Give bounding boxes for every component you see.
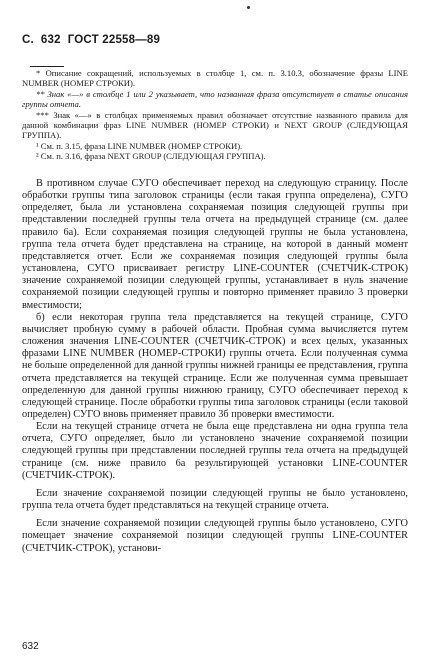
footnote-1: * Описание сокращений, используемых в столбце 1, см. п. 3.10.3, обозначение фразы LINE NUMBER (НОМЕР СТРОКИ). — [22, 68, 408, 89]
page-prefix: С. — [22, 34, 34, 46]
footer-page-number: 632 — [22, 641, 39, 652]
paragraph-3: Если на текущей странице отчета не была еще представлена ни одна группа тела отчета, СУГО определяет, было ли установлено значение сохраняемой позиции следующей группы при представлении последней группы тела отчета на предыдущей странице (см. ниже правило 6а результирующей установки LINE-COUNTER (СЧЕТЧИК-СТРОК). — [22, 421, 408, 481]
body-text — [22, 178, 408, 555]
paragraph-4: Если значение сохраняемой позиции следующей группы не было установлено, группа тела отчета будет представляться на текущей странице отчета. — [22, 487, 408, 512]
header-page-number: 632 — [40, 34, 61, 46]
footnote-2: ** Знак «—» в столбце 1 или 2 указывает, что названная фраза отсутствует в статье описания группы отчета. — [22, 88, 408, 110]
scan-speck — [247, 6, 250, 9]
page-header — [22, 34, 167, 46]
footnote-3: *** Знак «—» в столбцах применяемых правил обозначает отсутствие названного правила для данной комбинации фраз LINE NUMBER (НОМЕР СТРОКИ) и NEXT GROUP (СЛЕДУЮЩАЯ ГРУППА). — [22, 109, 408, 141]
footnote-5: ² См. п. 3.16, фраза NEXT GROUP (СЛЕДУЮЩАЯ ГРУППА). — [36, 151, 266, 162]
footnote-4: ¹ См. п. 3.15, фраза LINE NUMBER (НОМЕР СТРОКИ). — [36, 140, 243, 151]
paragraph-2: б) если некоторая группа тела представляется на текущей странице, СУГО вычисляет пробную сумму в рабочей области. Пробная сумма вычисляется путем сложения значения LINE-COUNTER (СЧЕТЧИК-СТРОК) и всех целых, указанных фразами LINE NUMBER (НОМЕР-СТРОКИ) группы отчета. Если полученная сумма не больше определенной для данной группы нижней границы ее представления, группа отчета представляется на текущей странице. Если же полученная сумма превышает определенную для данной группы нижнюю границу, СУГО обеспечивает переход к следующей странице. После обработки группы типа заголовок страницы (если таковой определен) СУГО вновь применяет правило 3б проверки вместимости. — [22, 311, 408, 420]
paragraph-1: В противном случае СУГО обеспечивает переход на следующую страницу. После обработки группы типа заголовок страницы (если такая группа определена), СУГО определяет, была ли установлена сохраняемая позиция следующей группы при представлении последней группы тела отчета на предыдущей странице (см. далее правило 6а). Если сохраняемая позиция следующей группы не была установлена, группа тела отчета будет представлена на странице, на которой в данный момент представляется отчет. Если же сохраняемая позиция следующей группы была установлена, СУГО присваивает регистру LINE-COUNTER (СЧЕТЧИК-СТРОК) значение сохраняемой позиции следующей группы, устанавливает в нуль значение сохраняемой позиции следующей группы и повторно применяет правило 3 проверки вместимости; — [22, 178, 408, 311]
footnote-rule — [30, 66, 64, 67]
standard-title: ГОСТ 22558—89 — [67, 34, 161, 46]
paragraph-5: Если значение сохраняемой позиции следующей группы было установлено, СУГО помещает значение сохраняемой позиции следующей группы LINE-COUNTER (СЧЕТЧИК-СТРОК), установи- — [22, 518, 408, 554]
footnotes — [22, 68, 408, 162]
